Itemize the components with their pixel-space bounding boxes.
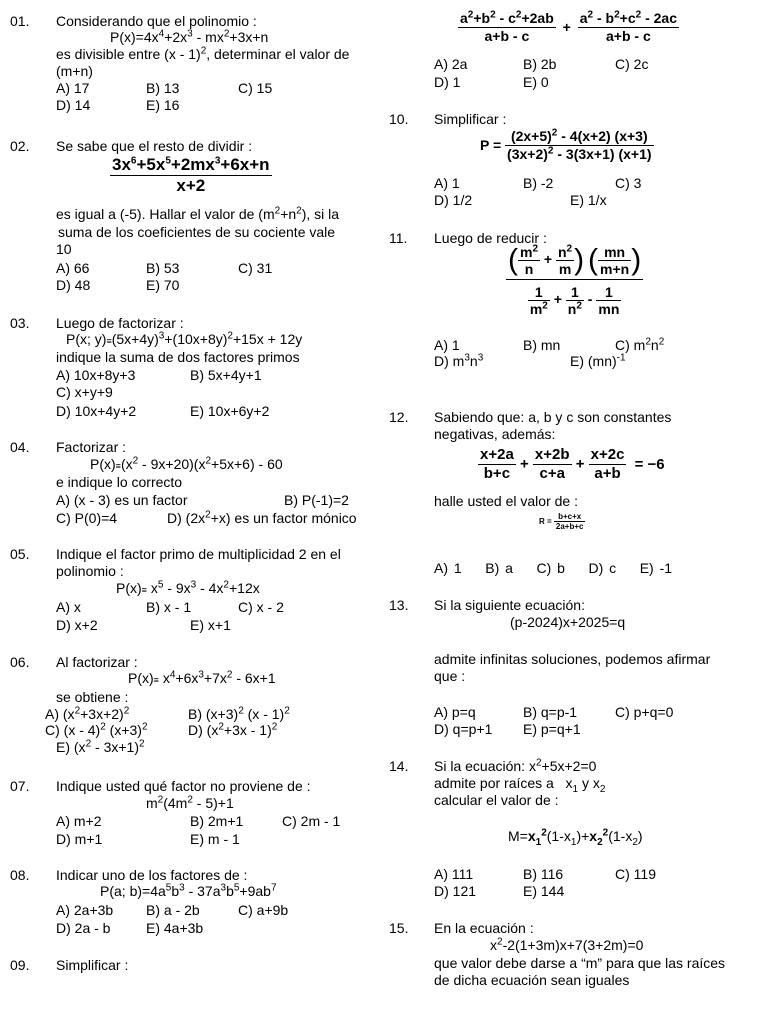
option-a: A) $(x^2+3x+2)^2$	[45, 705, 130, 722]
option-b: B) $(x+3)^2$ (x - 1)$^2$	[188, 705, 290, 722]
question-number: 05.	[10, 546, 30, 562]
option-c: C) 15	[238, 80, 273, 96]
option-e: E) (mn)$^{-1}$	[570, 352, 626, 369]
question-number: 09.	[10, 957, 30, 973]
option-c: C) P(0)=4	[56, 510, 118, 526]
option-a: A) m+2	[56, 813, 102, 829]
question-text: Indicar uno de los factores de :	[56, 867, 248, 883]
question-number: 07.	[10, 778, 30, 794]
option-e: E) 4a+3b	[146, 920, 204, 936]
option-a: A) 111	[434, 866, 474, 882]
question-text: Si la ecuación: $x^2+5x+2=0$	[434, 757, 597, 774]
question-text: Indique usted qué factor no proviene de :	[56, 778, 311, 794]
question-text: se obtiene :	[56, 689, 129, 705]
question-number: 01.	[10, 13, 30, 29]
question-text: admite infinitas soluciones, podemos afirmar	[434, 651, 711, 667]
question-text: Luego de factorizar :	[56, 315, 184, 331]
polynomial-expression: P(a; $b)=4a^5b^3 - 37a^3b^5+9ab^7$	[100, 882, 277, 899]
option-c: C) a+9b	[238, 902, 289, 918]
option-b: B) 116	[523, 866, 564, 882]
option-a: A) 1	[434, 337, 460, 353]
question-text: halle usted el valor de :	[434, 493, 578, 509]
division-fraction: $\frac{3x^6+5x^5+2mx^3+6x+n}{x+2}$	[112, 155, 270, 195]
question-number: 15.	[389, 920, 409, 936]
question-number: 13.	[389, 597, 409, 613]
question-text: suma de los coeficientes de su cociente vale	[58, 224, 336, 240]
option-b: B) 5x+4y+1	[190, 367, 262, 383]
polynomial-expression: $P(x)=4x^4+2x^3 - mx^2+3x+n$	[110, 28, 269, 45]
question-text: Al factorizar :	[56, 654, 138, 670]
polynomial-expression: $P(x)\equiv(x^2 - 9x+20)(x^2+5x+6) - 60$	[90, 455, 283, 472]
option-a: A) 17	[56, 80, 90, 96]
option-b: B) 2m+1	[190, 813, 244, 829]
polynomial-expression: $m^2(4m^2 - 5)+1$	[146, 794, 234, 811]
option-d: D) x+2	[56, 617, 98, 633]
question-text: calcular el valor de :	[434, 792, 559, 808]
question-number: 12.	[389, 409, 409, 425]
option-c: C) 2m - 1	[282, 813, 341, 829]
question-number: 11.	[389, 230, 408, 246]
option-c: C) (x - 4)$^2$ $(x+3)^2$	[45, 721, 148, 738]
fraction-expression: P = $\frac{(2x+5)^2 - 4(x+2) (x+3)}{(3x+2)^2 - 3(3x+1) (x+1)}$	[480, 127, 652, 162]
option-b: B) P(-1)=2	[284, 492, 349, 508]
question-text: de dicha ecuación sean iguales	[434, 972, 630, 988]
fraction-equation: $\frac{x+2a}{b+c}$ + $\frac{x+2b}{c+a}$ + $\frac{x+2c}{a+b}$ = −6	[480, 446, 665, 482]
question-text: negativas, además:	[434, 426, 556, 442]
question-text: es divisible entre (x - 1)$^2$, determinar el valor de	[56, 45, 350, 62]
option-d: D) 48	[56, 277, 91, 293]
option-a: A) 2a	[434, 56, 468, 72]
option-e: E) p=q+1	[523, 721, 581, 737]
option-c: C) x - 2	[238, 599, 284, 615]
question-text: que valor debe darse a “m” para que las raíces	[434, 955, 726, 971]
question-number: 03.	[10, 315, 30, 331]
option-d: D) q=p+1	[434, 721, 493, 737]
question-number: 10.	[389, 111, 409, 127]
question-text: Si la siguiente ecuación:	[434, 597, 585, 613]
option-d: D) 121	[434, 883, 477, 899]
option-e: E) m - 1	[190, 831, 240, 847]
option-c: C) 2c	[615, 56, 649, 72]
fraction-sum: $\frac{a^2+b^2 - c^2+2ab}{a+b - c}$ + $\frac{a^2 - b^2+c^2 - 2ac}{a+b - c}$	[460, 9, 677, 44]
option-d: D) $m^3n^3$	[434, 352, 484, 369]
option-b: B) x - 1	[146, 599, 192, 615]
question-text: es igual a (-5). Hallar el valor de $(m^2+n^2)$, si la	[56, 205, 340, 222]
question-text: Simplificar :	[434, 111, 507, 127]
option-c: C) 31	[238, 260, 273, 276]
question-text: Factorizar :	[56, 439, 127, 455]
options-row: A) 1 B) a C) b D) c E) -1	[434, 560, 673, 576]
option-a: A) 1	[434, 175, 460, 191]
question-text: Simplificar :	[56, 957, 129, 973]
option-e: E) 16	[146, 97, 180, 113]
option-e: E) 70	[146, 277, 180, 293]
option-b: B) a - 2b	[146, 902, 200, 918]
option-a: A) x	[56, 599, 81, 615]
option-b: B) 13	[146, 80, 180, 96]
option-b: B) q=p-1	[523, 704, 578, 720]
question-number: 08.	[10, 867, 30, 883]
question-text: indique la suma de dos factores primos	[56, 349, 300, 365]
equation: (p-2024)x+2025=q	[510, 614, 626, 630]
option-e: E) $(x^2 - 3x+1)^2$	[56, 738, 145, 755]
question-text: Sabiendo que: a, b y c son constantes	[434, 409, 672, 425]
complex-fraction: ( $\frac{m^2}{n}$ + $\frac{n^2}{m}$ ) ( $\frac{mn}{m+n}$ ) $\frac{1}{m^2}$ + $\frac{1}{n^2}$ - $\frac{1}{mn}$	[508, 243, 642, 317]
question-text: Se sabe que el resto de dividir :	[56, 138, 253, 154]
option-d: D) 2a - b	[56, 920, 111, 936]
option-c: C) x+y+9	[56, 384, 113, 400]
polynomial-expression: P(x; $y)\equiv(5x+4y)^3+(10x+8y)^2+15x + 12y$	[66, 330, 303, 347]
question-text: 10	[56, 241, 72, 257]
option-b: B) 2b	[523, 56, 557, 72]
question-text: e indique lo correcto	[56, 474, 183, 490]
option-b: B) 53	[146, 260, 180, 276]
option-d: D) m+1	[56, 831, 103, 847]
option-d: D) 1/2	[434, 192, 473, 208]
option-b: B) mn	[523, 337, 561, 353]
r-expression: R = $\frac{b+c+x}{2a+b+c}$	[539, 512, 584, 531]
question-number: 06.	[10, 654, 30, 670]
question-text: Luego de reducir :	[434, 230, 547, 246]
m-expression: $M=x_1^2(1-x_1)+x_2^2(1-x_2)$	[508, 827, 643, 848]
option-b: B) -2	[523, 175, 554, 191]
equation: $x^2-2(1+3m)x+7(3+2m)=0$	[490, 936, 644, 953]
option-e: E) 1/x	[570, 192, 607, 208]
question-text: que :	[434, 668, 466, 684]
question-text: En la ecuación :	[434, 920, 534, 936]
option-a: A) (x - 3) es un factor	[56, 492, 188, 508]
option-a: A) 66	[56, 260, 90, 276]
option-c: C) $m^2n^2$	[615, 336, 665, 353]
option-e: E) 144	[523, 883, 565, 899]
option-d: D) 14	[56, 97, 91, 113]
option-c: C) p+q=0	[615, 704, 674, 720]
question-text: Indique el factor primo de multiplicidad 2 en el	[56, 546, 341, 562]
option-e: E) x+1	[190, 617, 231, 633]
polynomial-expression: $P(x)\equiv x^5 - 9x^3 - 4x^2+12x$	[116, 579, 260, 596]
option-d: D) 1	[434, 74, 461, 90]
option-c: C) 119	[615, 866, 656, 882]
option-a: A) 10x+8y+3	[56, 367, 136, 383]
option-d: D) $(x^2+3x - 1)^2$	[188, 721, 278, 738]
option-d: D) 10x+4y+2	[56, 403, 137, 419]
option-a: A) 2a+3b	[56, 902, 114, 918]
question-text: polinomio :	[56, 563, 124, 579]
option-d: D) $(2x^2+x)$ es un factor mónico	[167, 509, 357, 526]
question-text: Considerando que el polinomio :	[56, 13, 257, 29]
question-number: 02.	[10, 138, 30, 154]
question-number: 14.	[389, 758, 409, 774]
option-e: E) 0	[523, 74, 549, 90]
question-text: (m+n)	[56, 63, 93, 79]
polynomial-expression: $P(x)\equiv x^4+6x^3+7x^2 - 6x+1$	[128, 669, 276, 686]
option-c: C) 3	[615, 175, 642, 191]
question-number: 04.	[10, 439, 30, 455]
option-e: E) 10x+6y+2	[190, 403, 270, 419]
option-a: A) p=q	[434, 704, 476, 720]
question-text: admite por raíces a $x_1$ y $x_2$	[434, 775, 606, 795]
